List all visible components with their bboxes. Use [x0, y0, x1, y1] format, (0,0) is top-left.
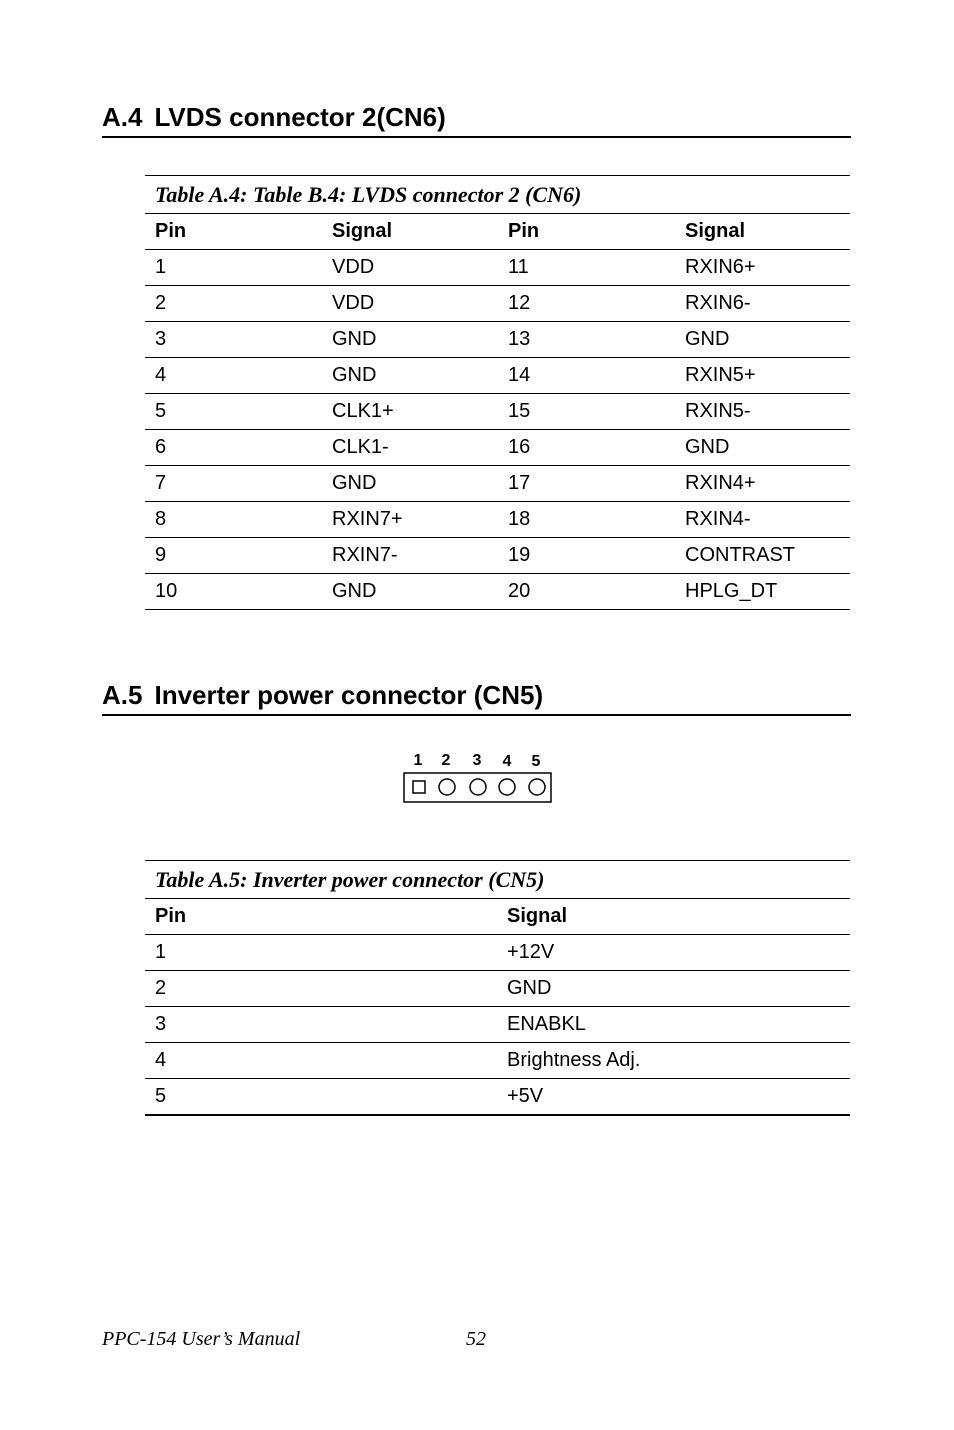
table-cell: GND	[675, 430, 850, 466]
pin-1-square	[413, 781, 425, 793]
column-header: Signal	[675, 214, 850, 250]
table-cell: 19	[498, 538, 675, 574]
table-cell: CONTRAST	[675, 538, 850, 574]
table-header-row	[145, 899, 850, 935]
table-row	[145, 358, 850, 394]
table-row	[145, 502, 850, 538]
table-cell: RXIN4-	[675, 502, 850, 538]
table-row	[145, 574, 850, 610]
table-cell: 4	[145, 1043, 497, 1079]
table-cell: 11	[498, 250, 675, 286]
table-cell: GND	[675, 322, 850, 358]
table-cell: +12V	[497, 935, 850, 971]
table-row	[145, 935, 850, 971]
column-header: Pin	[498, 214, 675, 250]
table-row	[145, 466, 850, 502]
column-header: Signal	[322, 214, 498, 250]
table-cell: GND	[497, 971, 850, 1007]
table-cell: RXIN6-	[675, 286, 850, 322]
table-cell: 4	[145, 358, 322, 394]
table-cell: 6	[145, 430, 322, 466]
table-cell: CLK1-	[322, 430, 498, 466]
section-number: A.5	[102, 680, 143, 710]
table-cell: VDD	[322, 286, 498, 322]
footer-page-number: 52	[466, 1328, 486, 1350]
table-cell: 14	[498, 358, 675, 394]
table-row	[145, 322, 850, 358]
pin-4-circle	[499, 779, 515, 795]
table-cell: 3	[145, 322, 322, 358]
table-cell: 8	[145, 502, 322, 538]
table-cell: ENABKL	[497, 1007, 850, 1043]
table-cell: RXIN4+	[675, 466, 850, 502]
pin-label: 3	[472, 752, 482, 769]
column-header: Pin	[145, 899, 497, 935]
table-cell: GND	[322, 466, 498, 502]
table-cell: 1	[145, 250, 322, 286]
table-cell: RXIN5-	[675, 394, 850, 430]
table-row	[145, 286, 850, 322]
table-cell: 3	[145, 1007, 497, 1043]
pin-3-circle	[470, 779, 486, 795]
lvds-connector-table	[145, 175, 850, 610]
table-cell: 18	[498, 502, 675, 538]
table-cell: 1	[145, 935, 497, 971]
inverter-connector-diagram	[400, 748, 560, 808]
section-title: LVDS connector 2(CN6)	[154, 102, 446, 132]
table-cell: RXIN7-	[322, 538, 498, 574]
table-row	[145, 1079, 850, 1116]
footer-manual-title: PPC-154 User’s Manual	[102, 1328, 301, 1350]
table-cell: 9	[145, 538, 322, 574]
pin-label: 4	[502, 753, 512, 770]
table-cell: 5	[145, 394, 322, 430]
table-cell: CLK1+	[322, 394, 498, 430]
section-number: A.4	[102, 102, 143, 132]
inverter-connector-table	[145, 860, 850, 1116]
table-cell: 15	[498, 394, 675, 430]
table-row	[145, 971, 850, 1007]
table-row	[145, 1007, 850, 1043]
pin-2-circle	[439, 779, 455, 795]
table-cell: 20	[498, 574, 675, 610]
table-cell: VDD	[322, 250, 498, 286]
table-row	[145, 538, 850, 574]
table-cell: RXIN6+	[675, 250, 850, 286]
table-cell: 2	[145, 286, 322, 322]
table-cell: 12	[498, 286, 675, 322]
table-caption: Table A.5: Inverter power connector (CN5)	[145, 860, 850, 899]
table-row	[145, 430, 850, 466]
table-cell: 5	[145, 1079, 497, 1116]
pin-label: 5	[531, 753, 541, 770]
table-cell: RXIN5+	[675, 358, 850, 394]
table-cell: HPLG_DT	[675, 574, 850, 610]
table-row	[145, 394, 850, 430]
table-cell: Brightness Adj.	[497, 1043, 850, 1079]
table-row	[145, 1043, 850, 1079]
column-header: Pin	[145, 214, 322, 250]
table-cell: GND	[322, 358, 498, 394]
section-heading-a4	[102, 102, 851, 138]
table-cell: 17	[498, 466, 675, 502]
table-header-row	[145, 214, 850, 250]
table-caption: Table A.4: Table B.4: LVDS connector 2 (CN6)	[145, 175, 850, 214]
pin-label: 2	[441, 752, 451, 769]
section-heading-a5	[102, 680, 851, 716]
column-header: Signal	[497, 899, 850, 935]
table-cell: 2	[145, 971, 497, 1007]
pin-label: 1	[413, 752, 423, 769]
table-cell: 7	[145, 466, 322, 502]
table-cell: 13	[498, 322, 675, 358]
table-cell: 10	[145, 574, 322, 610]
table-cell: GND	[322, 574, 498, 610]
table-cell: GND	[322, 322, 498, 358]
table-cell: 16	[498, 430, 675, 466]
pin-5-circle	[529, 779, 545, 795]
table-row	[145, 250, 850, 286]
table-cell: +5V	[497, 1079, 850, 1116]
table-cell: RXIN7+	[322, 502, 498, 538]
section-title: Inverter power connector (CN5)	[154, 680, 544, 710]
